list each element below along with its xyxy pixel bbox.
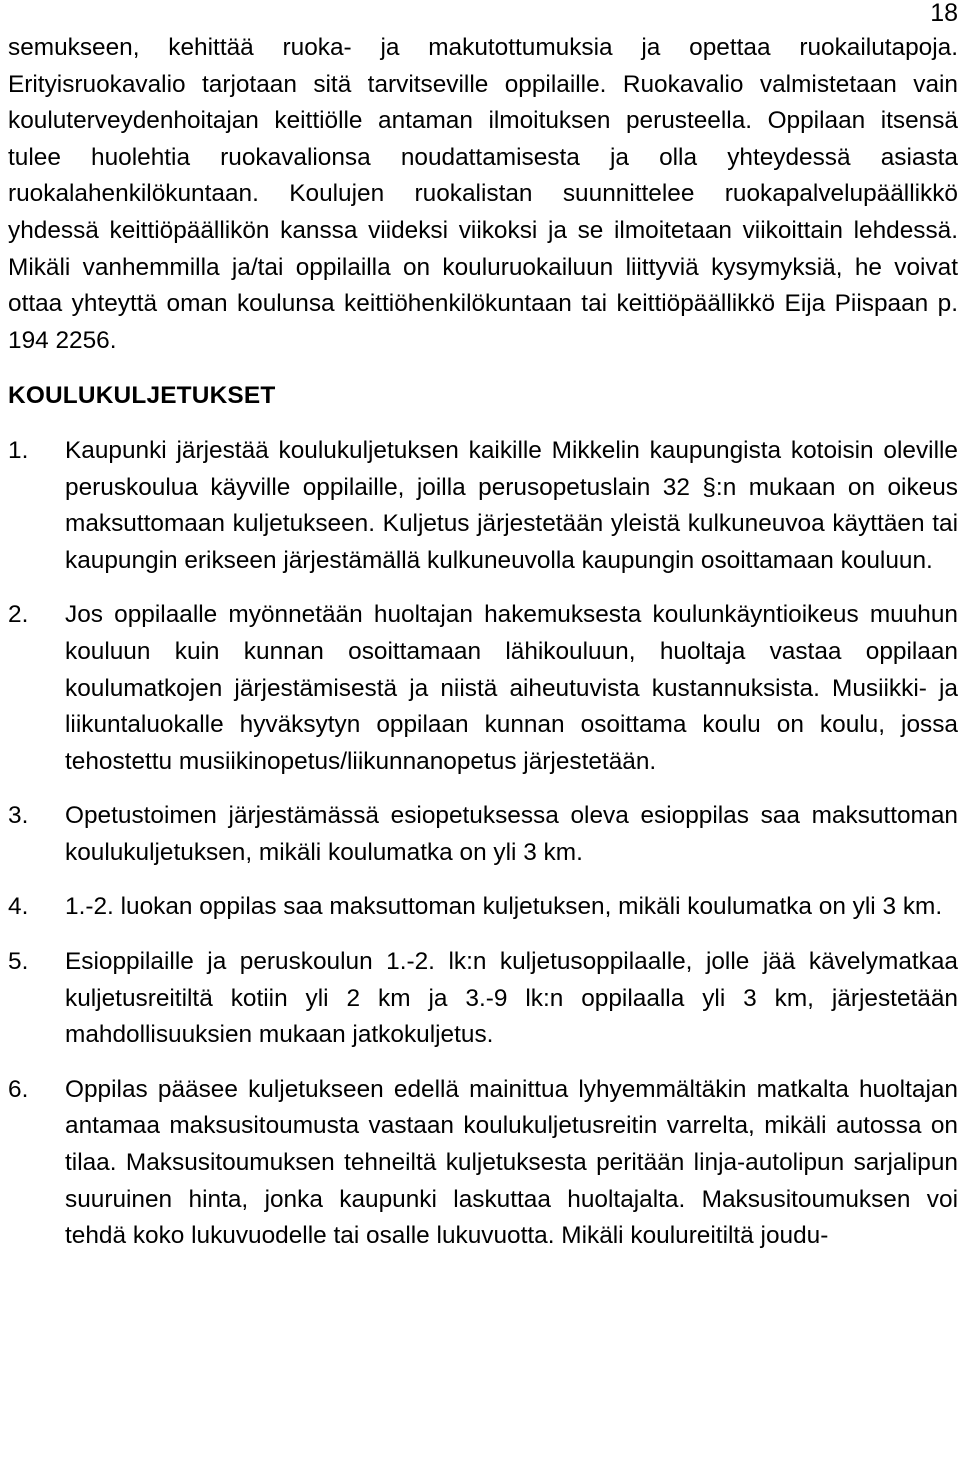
list-item-text: Opetustoimen järjestämässä esiopetuksessa oleva esioppilas saa maksuttoman koulukuljetuksen, mikäli koulumatka on yli 3 km.	[65, 802, 958, 866]
list-item	[8, 433, 958, 579]
list-item-number: 3.	[8, 802, 29, 830]
list-item-text: Jos oppilaalle myönnetään huoltajan hakemuksesta koulunkäyntioikeus muuhun kouluun kuin kunnan osoittamaan lähikouluun, huoltaja vastaa oppilaan koulumatkojen järjestämisestä ja niistä aiheutuvista kustannuksista. Musiikki- ja liikuntaluokalle hyväksytyn oppilaan kunnan osoittama koulu on koulu, jossa tehostettu musiikinopetus/liikunnanopetus järjestetään.	[65, 601, 958, 775]
intro-paragraph: semukseen, kehittää ruoka- ja makutottumuksia ja opettaa ruokailutapoja. Erityisruokavalio tarjotaan sitä tarvitseville oppilaille. Ruokavalio valmistetaan vain kouluterveydenhoitajan keittiölle antaman ilmoituksen perusteella. Oppilaan itsensä tulee huolehtia ruokavalionsa noudattamisesta ja olla yhteydessä asiasta ruokalahenkilökuntaan. Koulujen ruokalistan suunnittelee ruokapalvelupäällikkö yhdessä keittiöpäällikön kanssa viideksi viikoksi ja se ilmoitetaan viikoittain lehdessä. Mikäli vanhemmilla ja/tai oppilailla on kouluruokailuun liittyviä kysymyksiä, he voivat ottaa yhteyttä oman koulunsa keittiöhenkilökuntaan tai keittiöpäällikkö Eija Piispaan p. 194 2256.	[8, 34, 958, 354]
list-item-text: Kaupunki järjestää koulukuljetuksen kaikille Mikkelin kaupungista kotoisin oleville peruskoulua käyville oppilaille, joilla perusopetuslain 32 §:n mukaan on oikeus maksuttomaan kuljetukseen. Kuljetus järjestetään yleistä kulkuneuvoa käyttäen tai kaupungin erikseen järjestämällä kulkuneuvolla kaupungin osoittamaan kouluun.	[65, 436, 958, 574]
list-item	[8, 889, 958, 926]
page-number: 18	[930, 0, 958, 27]
list-item	[8, 597, 958, 780]
list-item	[8, 944, 958, 1054]
list-item-number: 1.	[8, 436, 29, 464]
list-item-number: 6.	[8, 1075, 29, 1103]
list-item-number: 5.	[8, 948, 29, 976]
list-item	[8, 798, 958, 871]
list-item	[8, 1072, 958, 1255]
list-item-text: 1.-2. luokan oppilas saa maksuttoman kuljetuksen, mikäli koulumatka on yli 3 km.	[65, 893, 943, 921]
list-item-number: 2.	[8, 601, 29, 629]
list-item-number: 4.	[8, 893, 29, 921]
list-item-text: Esioppilaille ja peruskoulun 1.-2. lk:n kuljetusoppilaalle, jolle jää kävelymatkaa kuljetusreitiltä kotiin yli 2 km ja 3.-9 lk:n oppilaalla yli 3 km, järjestetään mahdollisuuksien mukaan jatkokuljetus.	[65, 948, 958, 1049]
document-body	[8, 30, 958, 1273]
list-item-text: Oppilas pääsee kuljetukseen edellä mainittua lyhyemmältäkin matkalta huoltajan antamaa maksusitoumusta vastaan koulukuljetusreitin varrelta, mikäli autossa on tilaa. Maksusitoumuksen tehneiltä kuljetuksesta peritään linja-autolipun sarjalipun suuruinen hinta, jonka kaupunki laskuttaa huoltajalta. Maksusitoumuksen voi tehdä koko lukuvuodelle tai osalle lukuvuotta. Mikäli koulureitiltä joudu-	[65, 1075, 958, 1250]
section-heading: KOULUKULJETUKSET	[8, 382, 276, 410]
